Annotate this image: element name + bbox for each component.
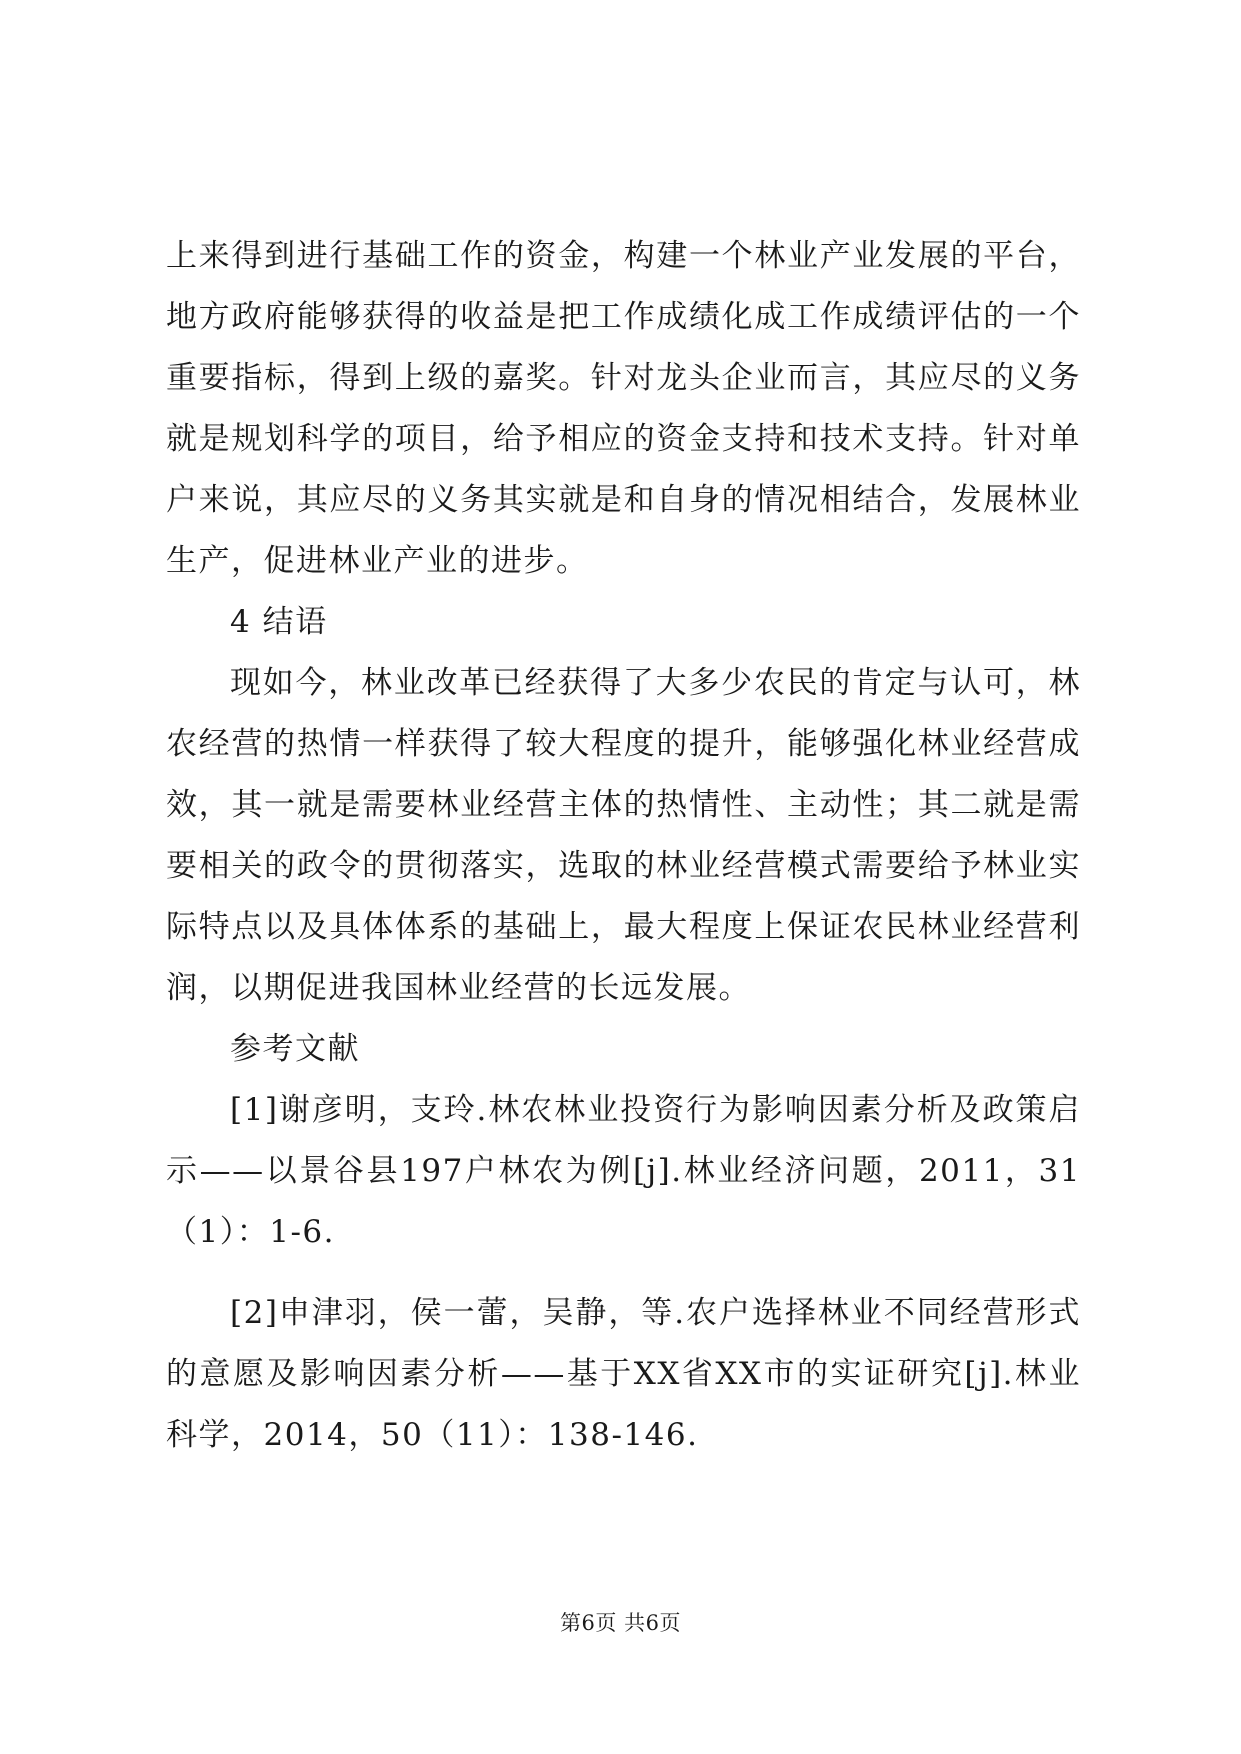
section-heading-conclusion: 4 结语 <box>230 604 328 640</box>
continuation-paragraph: 上来得到进行基础工作的资金，构建一个林业产业发展的平台，地方政府能够获得的收益是把工作成绩化成工作成绩评估的一个重要指标，得到上级的嘉奖。针对龙头企业而言，其应尽的义务就是规划科学的项目，给予相应的资金支持和技术支持。针对单户来说，其应尽的义务其实就是和自身的情况相结合，发展林业生产，促进林业产业的进步。 <box>166 238 1081 579</box>
reference-item-1: [1]谢彦明，支玲.林农林业投资行为影响因素分析及政策启示——以景谷县197户林农为例[j].林业经济问题，2011，31（1）：1-6. <box>166 1092 1081 1250</box>
reference-item-2: [2]申津羽，侯一蕾，吴静，等.农户选择林业不同经营形式的意愿及影响因素分析——基于XX省XX市的实证研究[j].林业科学，2014，50（11）：138-146. <box>166 1295 1081 1453</box>
references-heading: 参考文献 <box>230 1031 360 1067</box>
conclusion-paragraph: 现如今，林业改革已经获得了大多少农民的肯定与认可，林农经营的热情一样获得了较大程度的提升，能够强化林业经营成效，其一就是需要林业经营主体的热情性、主动性；其二就是需要相关的政令的贯彻落实，选取的林业经营模式需要给予林业实际特点以及具体体系的基础上，最大程度上保证农民林业经营利润，以期促进我国林业经营的长远发展。 <box>166 665 1081 1006</box>
document-body <box>166 226 1081 1466</box>
page-footer: 第6页 共6页 <box>560 1611 681 1635</box>
